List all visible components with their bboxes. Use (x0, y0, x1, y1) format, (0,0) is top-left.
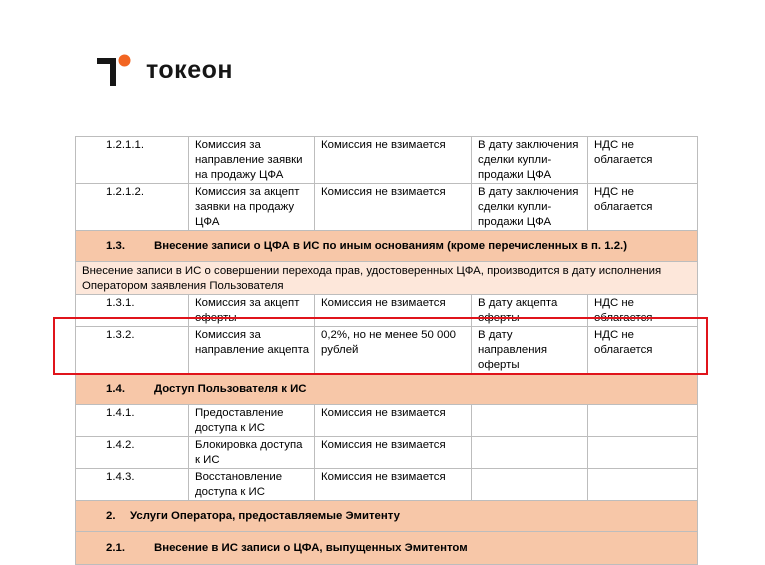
section-heading (76, 532, 698, 565)
section-header (76, 231, 698, 262)
section-number: 2.1. (106, 541, 125, 554)
table-row (76, 405, 698, 437)
section-header (76, 532, 698, 565)
fee-value: Комиссия не взимается (315, 137, 472, 184)
vat-status: НДС не облагается (588, 137, 698, 184)
section-header (76, 374, 698, 405)
table-row (76, 437, 698, 469)
section-title: Доступ Пользователя к ИС (154, 382, 307, 395)
fee-value: Комиссия не взимается (315, 437, 472, 469)
service-name: Комиссия за направление заявки на продажу ЦФА (189, 137, 315, 184)
section-heading (76, 231, 698, 262)
section-header (76, 501, 698, 532)
charge-date (472, 469, 588, 501)
fee-value: Комиссия не взимается (315, 184, 472, 231)
row-number: 1.3.2. (76, 327, 189, 374)
charge-date: В дату заключения сделки купли-продажи ЦФА (472, 184, 588, 231)
row-number: 1.2.1.1. (76, 137, 189, 184)
service-name: Предоставление доступа к ИС (189, 405, 315, 437)
row-number: 1.4.3. (76, 469, 189, 501)
vat-status: НДС не облагается (588, 327, 698, 374)
vat-status (588, 437, 698, 469)
vat-status (588, 405, 698, 437)
table-row-highlighted (76, 327, 698, 374)
brand-name: токеон (146, 56, 233, 84)
fee-value: 0,2%, но не менее 50 000 рублей (315, 327, 472, 374)
charge-date: В дату направления оферты (472, 327, 588, 374)
service-name: Комиссия за направление акцепта (189, 327, 315, 374)
service-name: Восстановление доступа к ИС (189, 469, 315, 501)
section-title: Внесение в ИС записи о ЦФА, выпущенных Эмитентом (154, 541, 468, 554)
section-note-row (76, 262, 698, 295)
vat-status (588, 469, 698, 501)
section-number: 1.3. (106, 239, 125, 252)
row-number: 1.4.2. (76, 437, 189, 469)
section-title: Внесение записи о ЦФА в ИС по иным основаниям (кроме перечисленных в п. 1.2.) (154, 239, 628, 252)
section-note: Внесение записи в ИС о совершении перехода прав, удостоверенных ЦФА, производится в дату исполнения Оператором заявления Пользователя (76, 262, 698, 295)
service-name: Комиссия за акцепт оферты (189, 295, 315, 327)
row-number: 1.4.1. (76, 405, 189, 437)
fee-value: Комиссия не взимается (315, 469, 472, 501)
section-heading (76, 374, 698, 405)
charge-date (472, 405, 588, 437)
service-name: Комиссия за акцепт заявки на продажу ЦФА (189, 184, 315, 231)
table-row (76, 184, 698, 231)
fee-table (75, 136, 698, 565)
table-row (76, 469, 698, 501)
fee-value: Комиссия не взимается (315, 405, 472, 437)
charge-date (472, 437, 588, 469)
tokeon-logo-icon (97, 53, 135, 87)
section-number: 1.4. (106, 382, 125, 395)
section-number: 2. (106, 509, 116, 522)
table-row (76, 295, 698, 327)
row-number: 1.2.1.2. (76, 184, 189, 231)
charge-date: В дату заключения сделки купли-продажи ЦФА (472, 137, 588, 184)
fee-value: Комиссия не взимается (315, 295, 472, 327)
vat-status: НДС не облагается (588, 184, 698, 231)
vat-status: НДС не облагается (588, 295, 698, 327)
section-title: Услуги Оператора, предоставляемые Эмитенту (130, 509, 400, 522)
row-number: 1.3.1. (76, 295, 189, 327)
table-row (76, 137, 698, 184)
charge-date: В дату акцепта оферты (472, 295, 588, 327)
service-name: Блокировка доступа к ИС (189, 437, 315, 469)
section-heading (76, 501, 698, 532)
